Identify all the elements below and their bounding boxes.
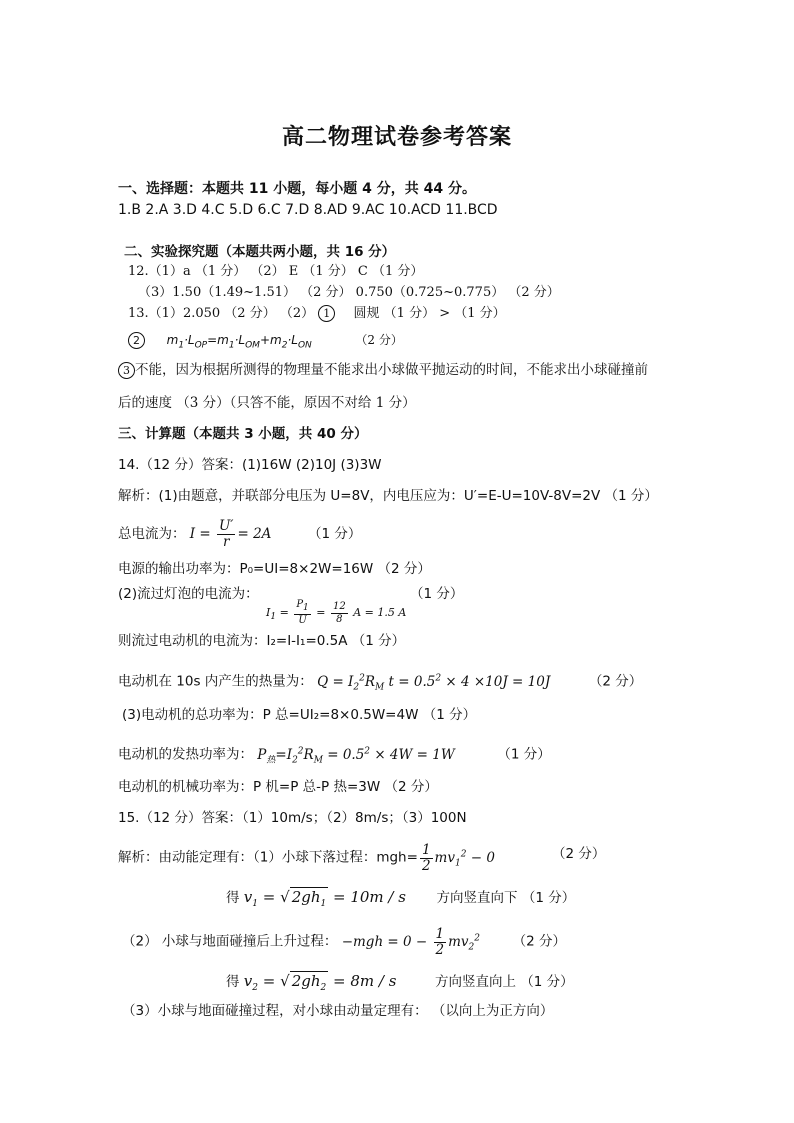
- q15-line-1-score: （2 分）: [552, 846, 606, 862]
- q15-line-5: （3）小球与地面碰撞过程，对小球由动量定理有： （以向上为正方向）: [122, 1003, 554, 1019]
- q14-line-6-label: 电动机在 10s 内产生的热量为：: [118, 673, 313, 690]
- q12-line-2: （3）1.50（1.49~1.51） （2 分） 0.750（0.725~0.775） （2 分）: [138, 285, 560, 300]
- q13-part3-text-a: 不能，因为根据所测得的物理量不能求出小球做平抛运动的时间，不能求出小球碰撞前: [135, 362, 648, 378]
- velocity-2-formula: $v_2$ = √ $2gh_2 = 8m / s$: [244, 972, 397, 990]
- q14-line-1: 解析：(1)由题意，并联部分电压为 U=8V，内电压应为：U′=E-U=10V-8V=2V （1 分）: [118, 488, 658, 504]
- q15-line-3: [122, 918, 566, 967]
- heat-formula: $Q = I_2^2R_M$ $t = 0.5^2 \times 4 \times 10J = 10J$: [317, 673, 551, 693]
- section-1-heading: 一、选择题：本题共 11 小题，每小题 4 分，共 44 分。: [118, 181, 476, 197]
- circled-three-icon: 3: [118, 362, 135, 379]
- momentum-equation: $m_1\cdot L_{OP}=m_1\cdot L_{OM}+m_2\cdot L_{ON}$: [166, 333, 312, 351]
- q14-line-8-score: （1 分）: [497, 746, 551, 763]
- q13-line-2: [128, 331, 403, 354]
- q13-part3-line-a: [118, 361, 648, 379]
- q15-line-4: [226, 971, 574, 997]
- q15-line-1: [118, 834, 495, 883]
- q15-line-1-label: 解析：由动能定理有：（1）小球下落过程：mgh=: [118, 849, 418, 866]
- heating-power-formula: $P_热=I_2^2R_M = 0.5^2 \times 4W = 1W$: [257, 746, 455, 766]
- page-title: 高二物理试卷参考答案: [281, 125, 512, 150]
- total-current-formula: I = $\frac{U'}{r}$ = 2A: [189, 518, 272, 550]
- q13-line-1-text-b: 圆规 （1 分） > （1 分）: [353, 306, 506, 321]
- q13-part3-line-b: 后的速度 （3 分）（只答不能，原因不对给 1 分）: [118, 395, 416, 411]
- q13-line-2-score: （2 分）: [355, 333, 403, 347]
- section-3-heading: 三、计算题（本题共 3 小题，共 40 分）: [118, 426, 368, 442]
- q12-line-1: 12.（1）a （1 分） （2） E （1 分） C （1 分）: [128, 264, 424, 279]
- lamp-current-formula: $I_1$ = $\frac{P_1}{U}$ = $\frac{12}{8}$ A = 1.5 A: [266, 599, 407, 626]
- q15-answer: 15.（12 分）答案：（1）10m/s；（2）8m/s；（3）100N: [118, 810, 467, 826]
- kinetic-energy-formula-1: $\frac{1}{2}$ $mv_1^2 - 0$: [421, 841, 495, 874]
- q15-line-2-label: 得: [226, 890, 240, 906]
- q15-line-2: [226, 887, 575, 913]
- q15-line-3-label: （2） 小球与地面碰撞后上升过程：: [122, 933, 338, 950]
- q14-line-6-score: （2 分）: [588, 673, 643, 690]
- q14-line-8: [118, 742, 551, 769]
- q13-line-1: [128, 305, 506, 323]
- kinetic-energy-formula-2: −mgh = 0 − $\frac{1}{2}$ $mv_2^2$: [341, 925, 481, 958]
- section-2-heading: 二、实验探究题（本题共两小题，共 16 分）: [124, 244, 396, 260]
- q14-line-9: 电动机的机械功率为：P 机=P 总-P 热=3W （2 分）: [118, 779, 438, 795]
- circled-two-icon: 2: [128, 332, 145, 349]
- q14-line-2: [118, 514, 361, 554]
- circled-one-icon: 1: [318, 305, 335, 322]
- q14-line-8-label: 电动机的发热功率为：: [118, 746, 253, 763]
- q15-line-2-tail: 方向竖直向下 （1 分）: [436, 890, 576, 906]
- q15-line-4-tail: 方向竖直向上 （1 分）: [435, 974, 574, 990]
- q14-line-7: (3)电动机的总功率为：P 总=UI₂=8×0.5W=4W （1 分）: [122, 707, 477, 723]
- q15-line-4-label: 得: [226, 974, 240, 990]
- velocity-1-formula: $v_1$ = √ $2gh_1 = 10m / s$: [244, 888, 406, 906]
- choice-answers: 1.B 2.A 3.D 4.C 5.D 6.C 7.D 8.AD 9.AC 10.ACD 11.BCD: [118, 202, 498, 218]
- q14-line-5: 则流过电动机的电流为：I₂=I-I₁=0.5A （1 分）: [118, 633, 406, 649]
- q14-line-4: (2)流过灯泡的电流为：: [118, 586, 259, 602]
- q14-answer: 14.（12 分）答案：(1)16W (2)10J (3)3W: [118, 457, 382, 473]
- q14-line-4-score: （1 分）: [410, 586, 464, 602]
- q13-line-1-text-a: 13.（1）2.050 （2 分） （2）: [128, 306, 315, 321]
- q15-line-3-score: （2 分）: [512, 933, 566, 950]
- q14-line-6: [118, 669, 642, 696]
- q14-line-2-label: 总电流为：: [118, 526, 186, 542]
- q14-line-3: 电源的输出功率为：P₀=UI=8×2W=16W （2 分）: [118, 561, 431, 577]
- q14-line-2-score: （1 分）: [308, 526, 362, 542]
